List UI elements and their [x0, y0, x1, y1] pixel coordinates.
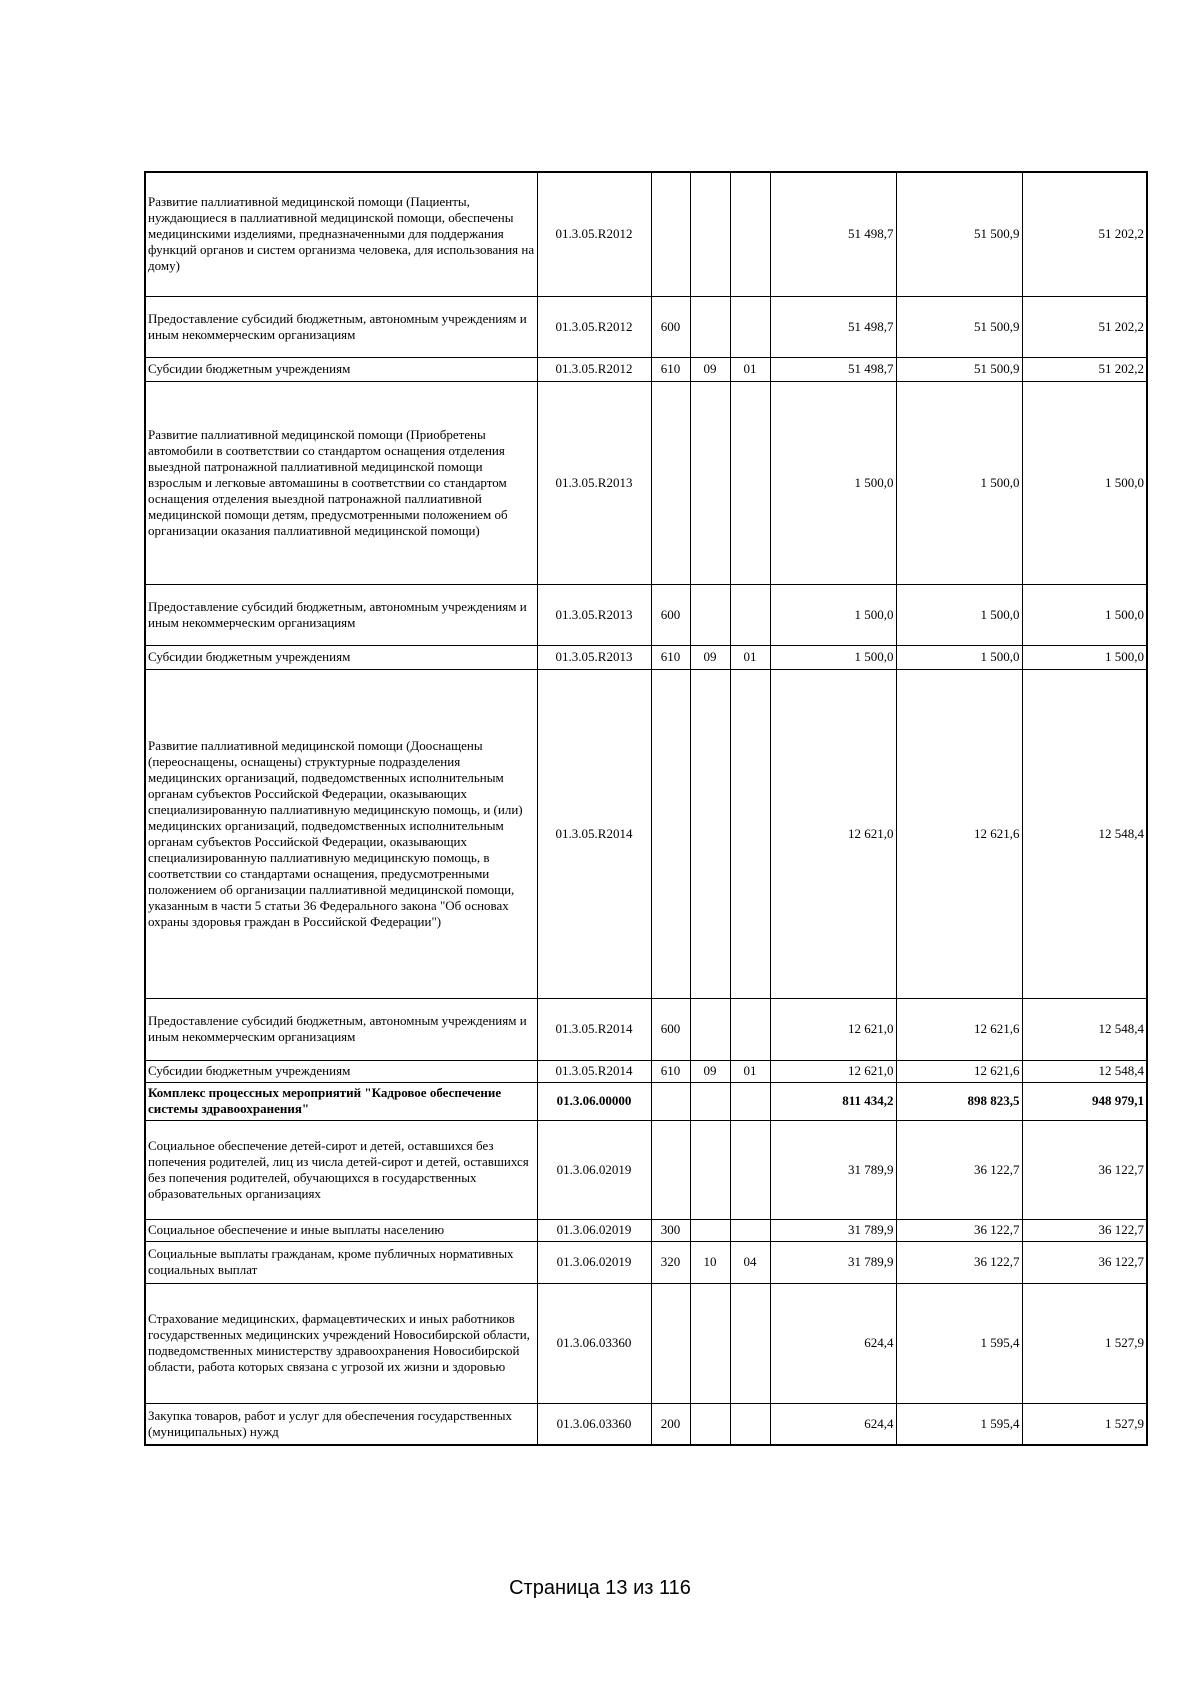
amount-1: 12 621,0: [770, 998, 896, 1060]
expense-type: 200: [651, 1403, 690, 1445]
subsection: [730, 1283, 770, 1403]
subsection: [730, 998, 770, 1060]
table-row: [145, 645, 1147, 669]
amount-3: 1 500,0: [1022, 645, 1147, 669]
table-row: [145, 1403, 1147, 1445]
subsection: 01: [730, 1060, 770, 1082]
row-name: Комплекс процессных мероприятий "Кадровое обеспечение системы здравоохранения": [145, 1082, 537, 1120]
amount-2: 51 500,9: [896, 172, 1022, 296]
amount-1: 624,4: [770, 1283, 896, 1403]
amount-2: 1 500,0: [896, 645, 1022, 669]
row-name: Развитие паллиативной медицинской помощи (Дооснащены (переоснащены, оснащены) структурные подразделения медицинских организаций, подведомственных исполнительным органам субъектов Российской Федерации, оказывающих специализированную паллиативную медицинскую помощь, и (или) медицинских организаций, подведомственных исполнительным органам субъектов Российской Федерации, оказывающих специализированную паллиативную медицинскую помощь, в соответствии со стандартами оснащения, предусмотренными положением об организации паллиативной медицинской помощи, указанным в части 5 статьи 36 Федерального закона "Об основах охраны здоровья граждан в Российской Федерации"): [145, 669, 537, 998]
section: [690, 669, 730, 998]
row-name: Предоставление субсидий бюджетным, автономным учреждениям и иным некоммерческим организациям: [145, 998, 537, 1060]
amount-3: 1 527,9: [1022, 1283, 1147, 1403]
amount-1: 12 621,0: [770, 1060, 896, 1082]
section: 09: [690, 357, 730, 381]
table-row: [145, 1060, 1147, 1082]
amount-2: 1 595,4: [896, 1403, 1022, 1445]
subsection: [730, 1120, 770, 1219]
expense-type: 600: [651, 584, 690, 645]
table-row: [145, 172, 1147, 296]
amount-2: 12 621,6: [896, 998, 1022, 1060]
amount-1: 1 500,0: [770, 645, 896, 669]
budget-table: [144, 171, 1148, 1446]
row-name: Развитие паллиативной медицинской помощи (Приобретены автомобили в соответствии со стандартом оснащения отделения выездной патронажной паллиативной медицинской помощи взрослым и легковые автомашины в соответствии со стандартом оснащения отделения выездной патронажной паллиативной медицинской помощи детям, предусмотренными положением об организации оказания паллиативной медицинской помощи): [145, 381, 537, 584]
amount-2: 51 500,9: [896, 296, 1022, 357]
page-number-label: Страница 13 из 116: [509, 1577, 691, 1599]
section: [690, 1403, 730, 1445]
amount-3: 36 122,7: [1022, 1219, 1147, 1241]
amount-2: 36 122,7: [896, 1241, 1022, 1283]
expense-type: [651, 1283, 690, 1403]
subsection: 01: [730, 645, 770, 669]
target-code: 01.3.06.02019: [537, 1219, 651, 1241]
section: 09: [690, 1060, 730, 1082]
subsection: 01: [730, 357, 770, 381]
amount-1: 31 789,9: [770, 1120, 896, 1219]
target-code: 01.3.05.R2013: [537, 645, 651, 669]
expense-type: 600: [651, 998, 690, 1060]
table-row: [145, 296, 1147, 357]
amount-2: 12 621,6: [896, 1060, 1022, 1082]
target-code: 01.3.05.R2012: [537, 357, 651, 381]
target-code: 01.3.05.R2014: [537, 998, 651, 1060]
amount-1: 811 434,2: [770, 1082, 896, 1120]
expense-type: [651, 172, 690, 296]
table-row: [145, 584, 1147, 645]
target-code: 01.3.06.02019: [537, 1120, 651, 1219]
subsection: [730, 1219, 770, 1241]
target-code: 01.3.06.02019: [537, 1241, 651, 1283]
target-code: 01.3.05.R2012: [537, 296, 651, 357]
subsection: [730, 381, 770, 584]
amount-1: 51 498,7: [770, 296, 896, 357]
expense-type: [651, 1120, 690, 1219]
row-name: Субсидии бюджетным учреждениям: [145, 1060, 537, 1082]
table-row: [145, 357, 1147, 381]
expense-type: 300: [651, 1219, 690, 1241]
amount-1: 624,4: [770, 1403, 896, 1445]
target-code: 01.3.05.R2014: [537, 1060, 651, 1082]
amount-2: 51 500,9: [896, 357, 1022, 381]
amount-3: 1 500,0: [1022, 381, 1147, 584]
target-code: 01.3.05.R2012: [537, 172, 651, 296]
row-name: Страхование медицинских, фармацевтических и иных работников государственных медицинских учреждений Новосибирской области, подведомственных министерству здравоохранения Новосибирской области, работа которых связана с угрозой их жизни и здоровью: [145, 1283, 537, 1403]
row-name: Субсидии бюджетным учреждениям: [145, 645, 537, 669]
section: [690, 381, 730, 584]
subsection: 04: [730, 1241, 770, 1283]
section: [690, 1219, 730, 1241]
table-row: [145, 1082, 1147, 1120]
table-row: [145, 669, 1147, 998]
section: 10: [690, 1241, 730, 1283]
row-name: Социальное обеспечение детей-сирот и детей, оставшихся без попечения родителей, лиц из числа детей-сирот и детей, оставшихся без попечения родителей, обучающихся в государственных образовательных организациях: [145, 1120, 537, 1219]
amount-1: 51 498,7: [770, 172, 896, 296]
amount-3: 36 122,7: [1022, 1120, 1147, 1219]
amount-2: 12 621,6: [896, 669, 1022, 998]
subsection: [730, 584, 770, 645]
table-row: [145, 1283, 1147, 1403]
section: [690, 1283, 730, 1403]
section: [690, 998, 730, 1060]
target-code: 01.3.06.00000: [537, 1082, 651, 1120]
amount-3: 12 548,4: [1022, 669, 1147, 998]
row-name: Социальные выплаты гражданам, кроме публичных нормативных социальных выплат: [145, 1241, 537, 1283]
row-name: Предоставление субсидий бюджетным, автономным учреждениям и иным некоммерческим организациям: [145, 296, 537, 357]
amount-2: 898 823,5: [896, 1082, 1022, 1120]
amount-1: 1 500,0: [770, 381, 896, 584]
row-name: Закупка товаров, работ и услуг для обеспечения государственных (муниципальных) нужд: [145, 1403, 537, 1445]
amount-3: 1 527,9: [1022, 1403, 1147, 1445]
amount-1: 12 621,0: [770, 669, 896, 998]
table-row: [145, 998, 1147, 1060]
amount-2: 36 122,7: [896, 1219, 1022, 1241]
section: [690, 584, 730, 645]
target-code: 01.3.05.R2013: [537, 584, 651, 645]
section: [690, 296, 730, 357]
amount-1: 31 789,9: [770, 1241, 896, 1283]
target-code: 01.3.05.R2014: [537, 669, 651, 998]
table-row: [145, 1219, 1147, 1241]
expense-type: 610: [651, 1060, 690, 1082]
section: 09: [690, 645, 730, 669]
amount-3: 51 202,2: [1022, 296, 1147, 357]
table-row: [145, 1120, 1147, 1219]
expense-type: [651, 669, 690, 998]
table-row: [145, 381, 1147, 584]
table-row: [145, 1241, 1147, 1283]
amount-3: 12 548,4: [1022, 1060, 1147, 1082]
target-code: 01.3.05.R2013: [537, 381, 651, 584]
amount-1: 31 789,9: [770, 1219, 896, 1241]
amount-3: 948 979,1: [1022, 1082, 1147, 1120]
amount-2: 1 500,0: [896, 381, 1022, 584]
amount-1: 1 500,0: [770, 584, 896, 645]
subsection: [730, 172, 770, 296]
target-code: 01.3.06.03360: [537, 1283, 651, 1403]
subsection: [730, 296, 770, 357]
expense-type: 610: [651, 645, 690, 669]
amount-3: 36 122,7: [1022, 1241, 1147, 1283]
expense-type: 320: [651, 1241, 690, 1283]
subsection: [730, 1403, 770, 1445]
row-name: Развитие паллиативной медицинской помощи (Пациенты, нуждающиеся в паллиативной медицинской помощи, обеспечены медицинскими изделиями, предназначенными для поддержания функций органов и систем организма человека, для использования на дому): [145, 172, 537, 296]
amount-2: 1 595,4: [896, 1283, 1022, 1403]
expense-type: [651, 1082, 690, 1120]
amount-3: 1 500,0: [1022, 584, 1147, 645]
amount-3: 51 202,2: [1022, 357, 1147, 381]
section: [690, 172, 730, 296]
amount-3: 12 548,4: [1022, 998, 1147, 1060]
amount-3: 51 202,2: [1022, 172, 1147, 296]
row-name: Социальное обеспечение и иные выплаты населению: [145, 1219, 537, 1241]
amount-2: 36 122,7: [896, 1120, 1022, 1219]
amount-2: 1 500,0: [896, 584, 1022, 645]
expense-type: 610: [651, 357, 690, 381]
amount-1: 51 498,7: [770, 357, 896, 381]
target-code: 01.3.06.03360: [537, 1403, 651, 1445]
expense-type: [651, 381, 690, 584]
row-name: Субсидии бюджетным учреждениям: [145, 357, 537, 381]
row-name: Предоставление субсидий бюджетным, автономным учреждениям и иным некоммерческим организациям: [145, 584, 537, 645]
subsection: [730, 1082, 770, 1120]
expense-type: 600: [651, 296, 690, 357]
subsection: [730, 669, 770, 998]
section: [690, 1082, 730, 1120]
section: [690, 1120, 730, 1219]
